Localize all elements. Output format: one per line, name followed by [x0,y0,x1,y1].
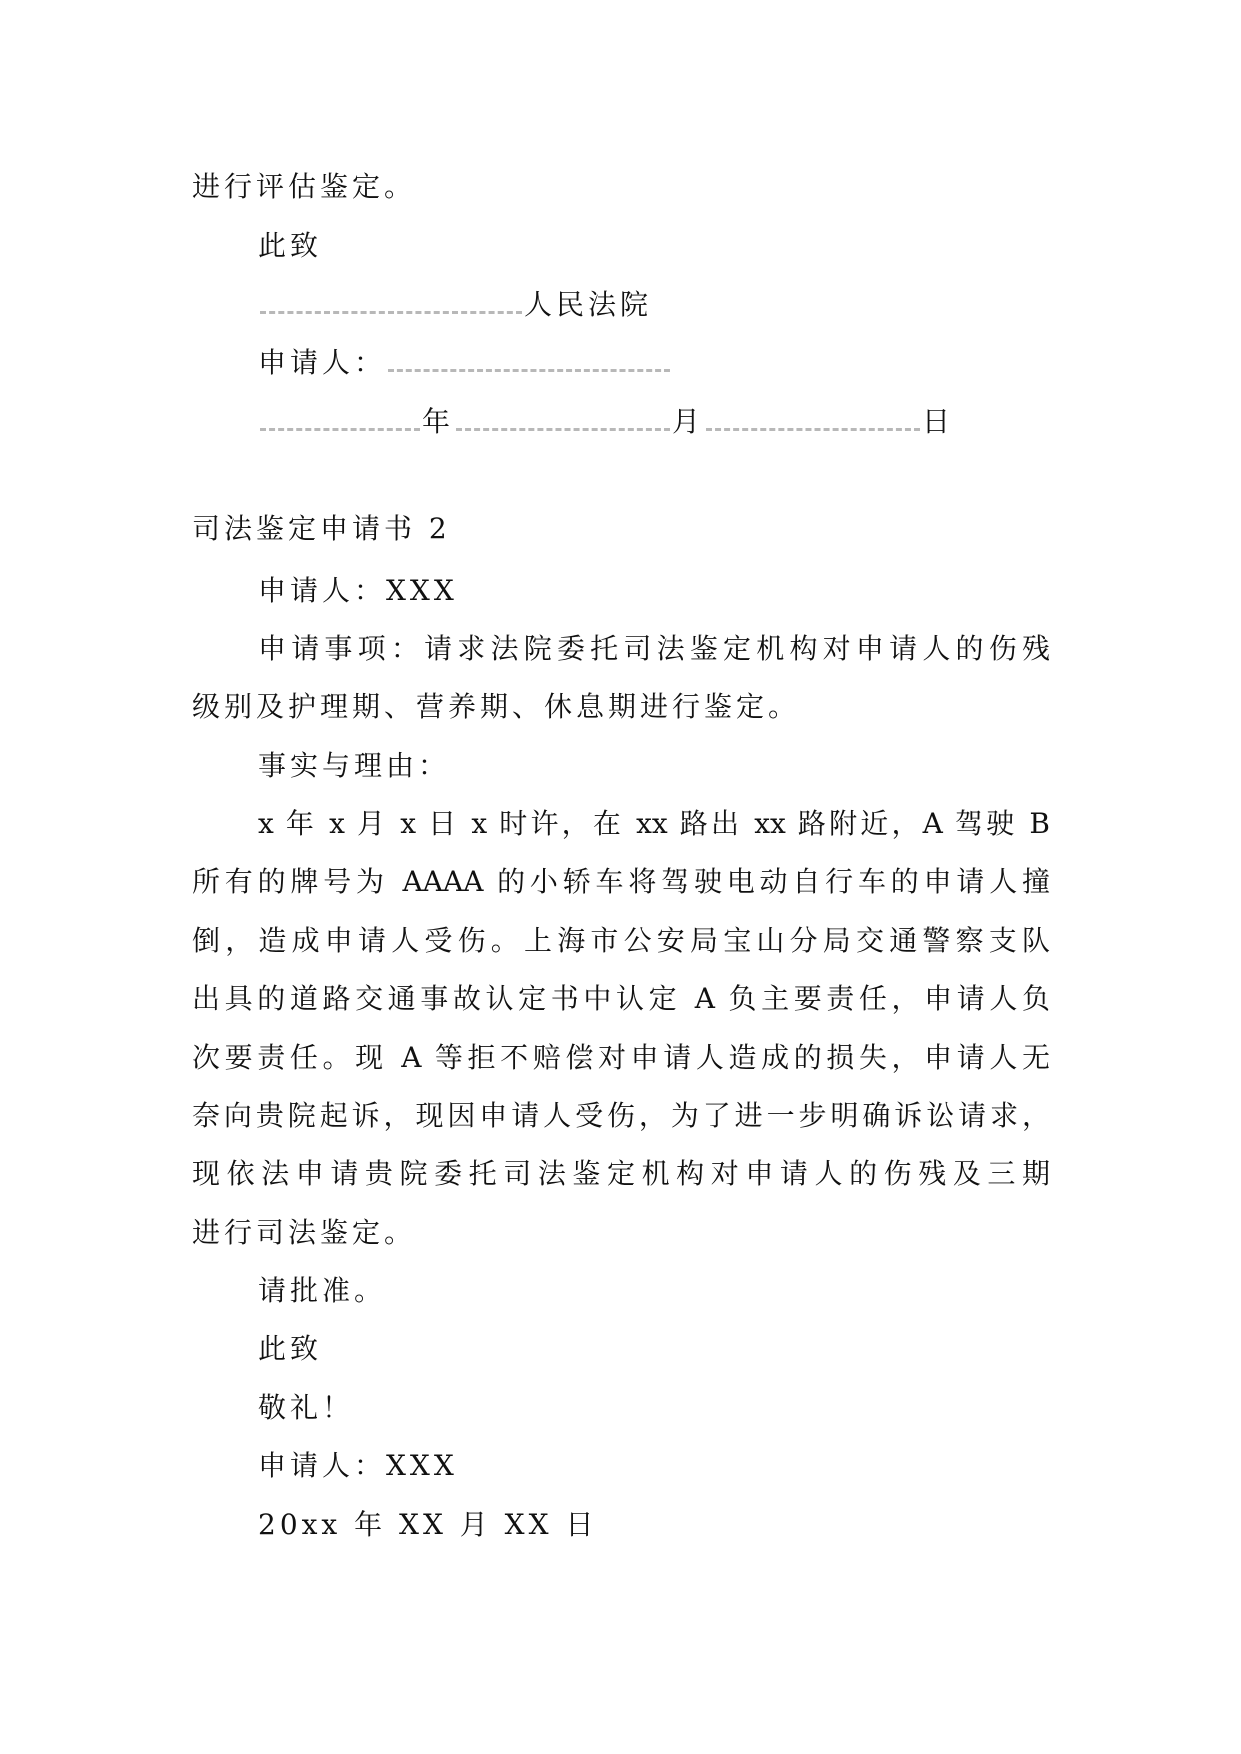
applicant-name-blank[interactable] [388,343,670,372]
month-label: 月 [672,405,705,438]
day-label: 日 [922,405,955,438]
facts-line: 奈向贵院起诉，现因申请人受伤，为了进一步明确诉讼请求， [192,1099,1050,1132]
request-line: 级别及护理期、营养期、休息期进行鉴定。 [192,690,801,723]
date-line: 20xx 年 XX 月 XX 日 [258,1508,598,1541]
year-blank[interactable] [260,402,420,431]
applicant-signature-line [258,343,672,383]
year-label: 年 [422,405,455,438]
facts-line: 所有的牌号为 AAAA 的小轿车将驾驶电动自行车的申请人撞 [192,865,1050,898]
applicant-label: 申请人： [258,346,387,379]
document-title: 司法鉴定申请书 2 [192,512,451,545]
closing-line: 进行评估鉴定。 [192,170,417,203]
approval-line: 请批准。 [258,1274,387,1307]
facts-line: 次要责任。现 A 等拒不赔偿对申请人造成的损失，申请人无 [192,1041,1050,1074]
request-line: 申请事项：请求法院委托司法鉴定机构对申请人的伤残 [258,632,1050,665]
court-name-blank[interactable] [260,285,522,314]
date-line [258,402,954,442]
facts-line: 出具的道路交通事故认定书中认定 A 负主要责任，申请人负 [192,982,1050,1015]
facts-line: 倒，造成申请人受伤。上海市公安局宝山分局交通警察支队 [192,924,1050,957]
applicant-line: 申请人：XXX [258,574,458,607]
salutation-line: 此致 [258,229,323,262]
day-blank[interactable] [706,402,920,431]
facts-line: x 年 x 月 x 日 x 时许，在 xx 路出 xx 路附近，A 驾驶 B [258,807,1050,840]
month-blank[interactable] [456,402,670,431]
salutation-line: 此致 [258,1332,323,1365]
court-suffix: 人民法院 [524,288,653,321]
facts-line: 进行司法鉴定。 [192,1216,417,1249]
signature-line: 申请人：XXX [258,1449,458,1482]
court-line [258,285,652,325]
facts-line: 现依法申请贵院委托司法鉴定机构对申请人的伤残及三期 [192,1157,1050,1190]
facts-heading: 事实与理由： [258,749,451,782]
regards-line: 敬礼！ [258,1391,355,1424]
